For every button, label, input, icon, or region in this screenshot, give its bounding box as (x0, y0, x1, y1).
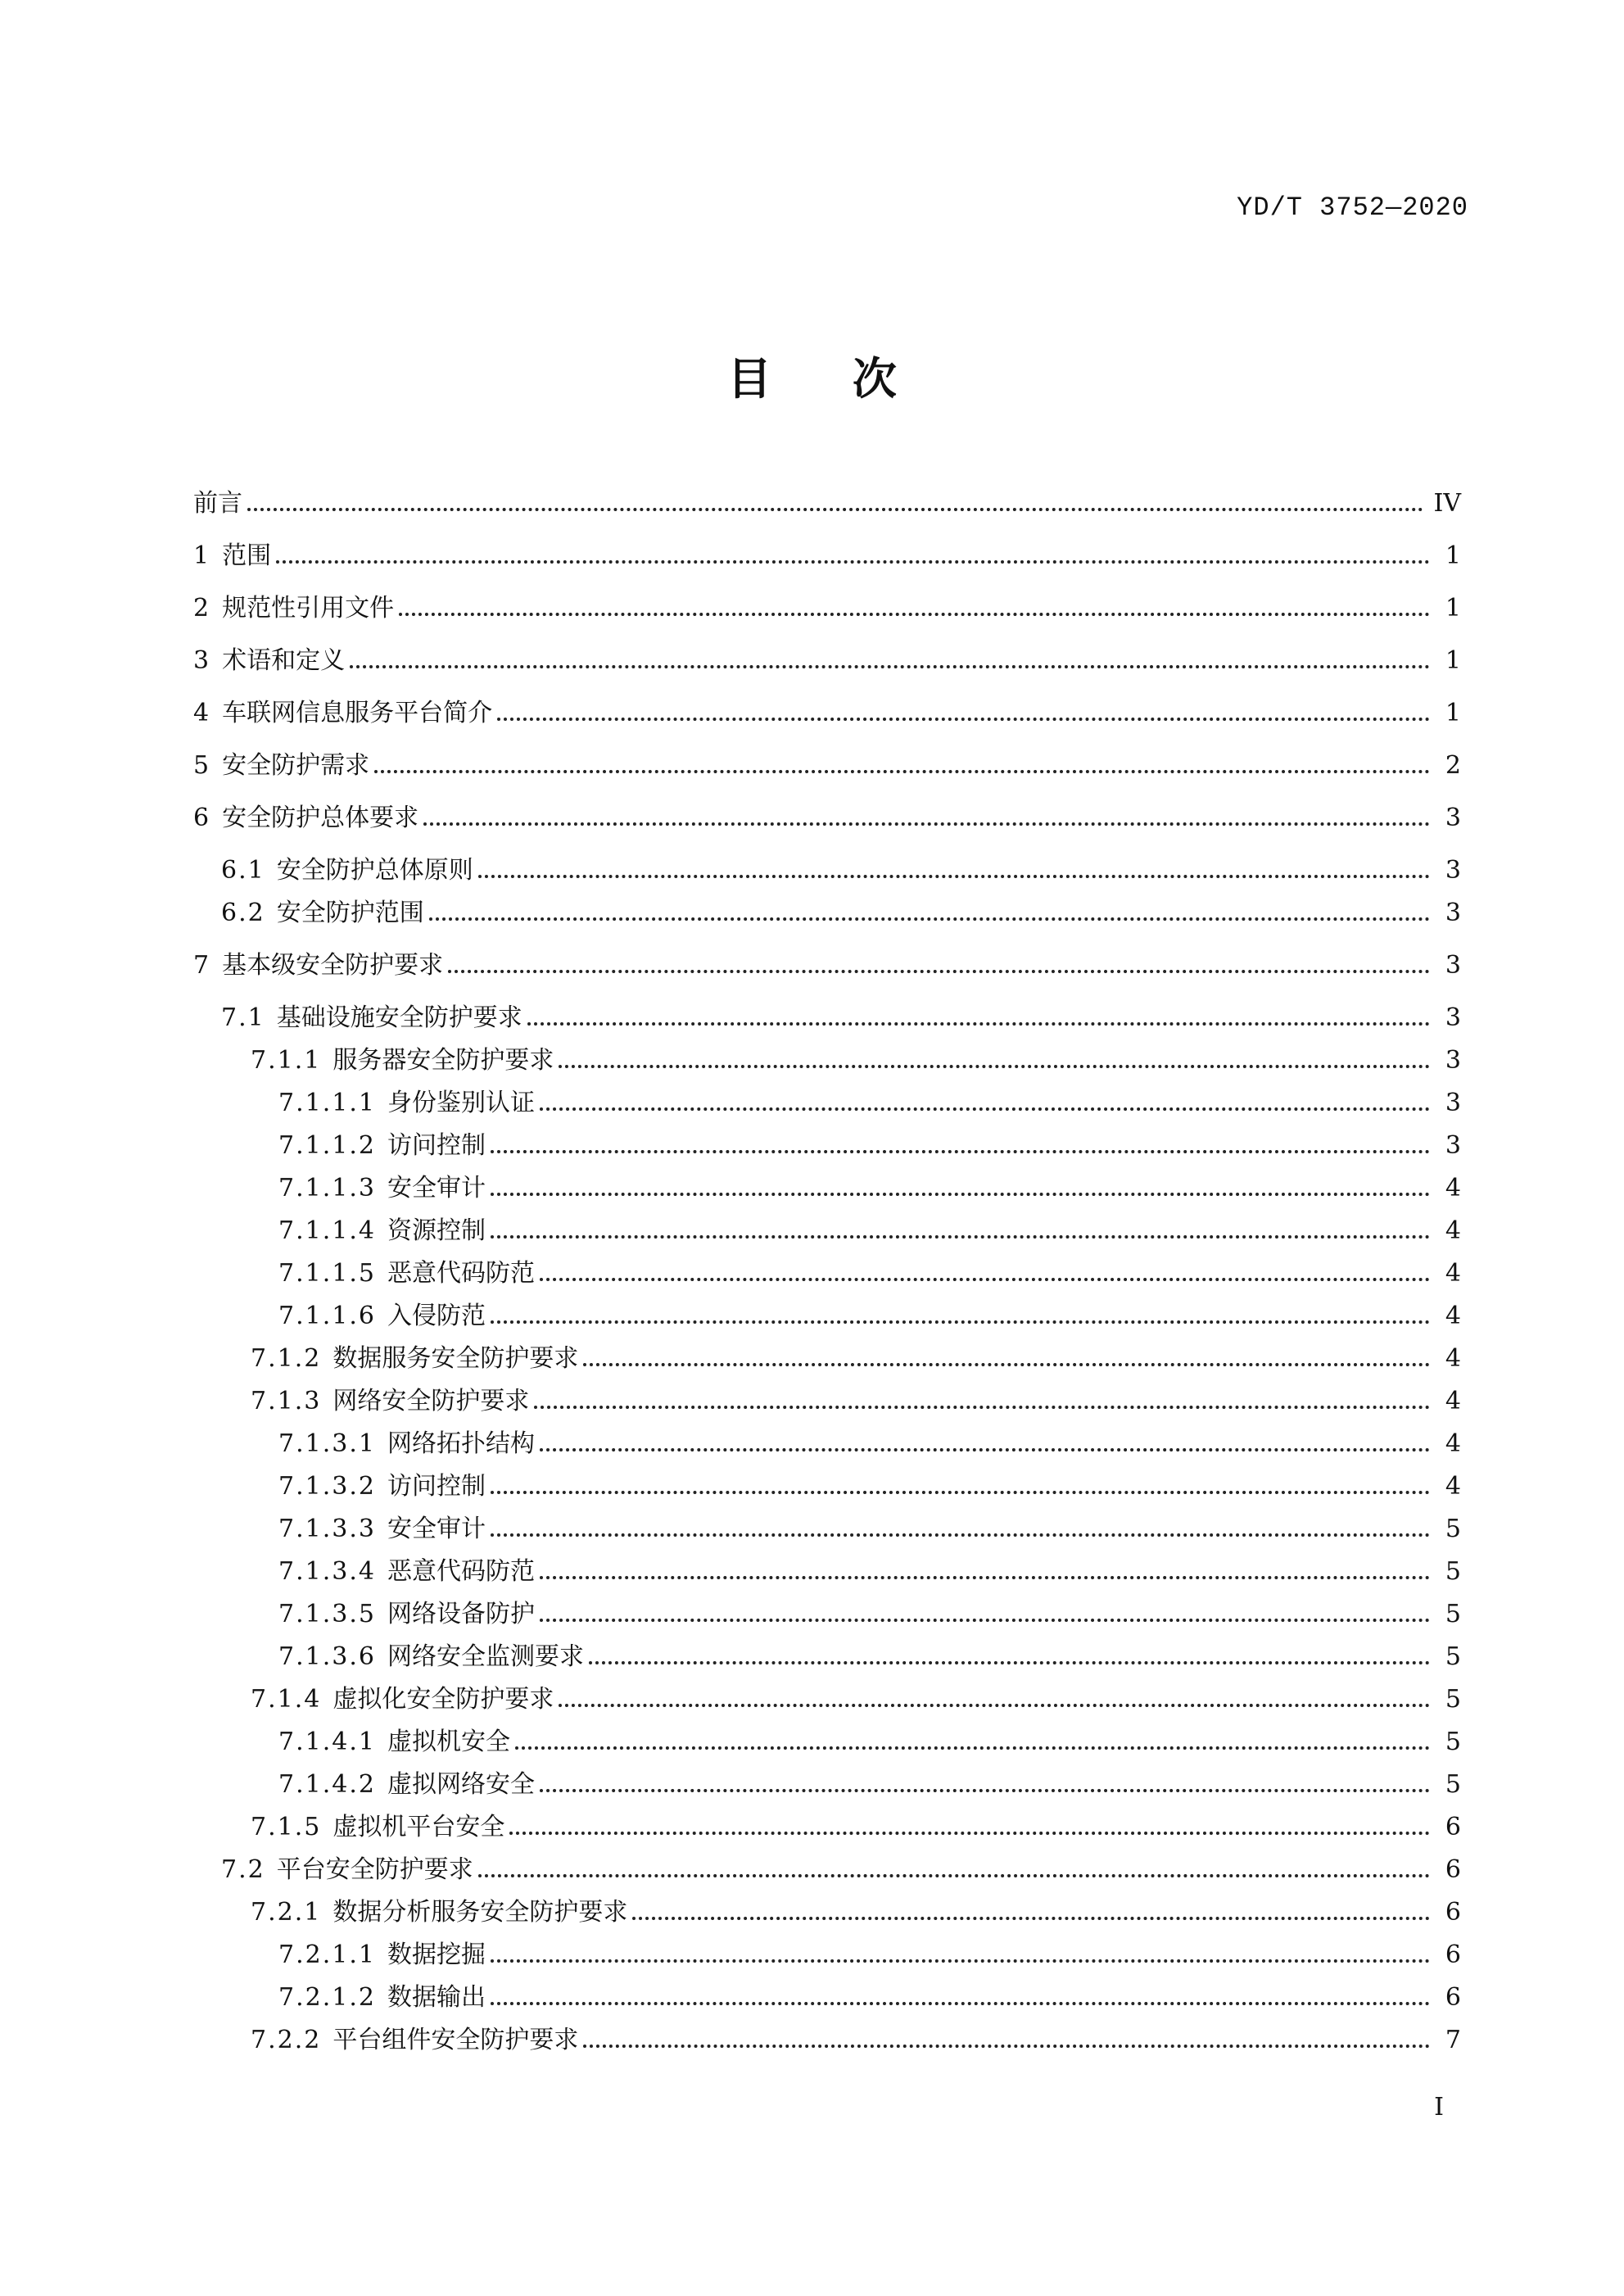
toc-entry-page: 5 (1445, 1557, 1461, 1586)
toc-dot-leader (583, 2045, 1430, 2048)
toc-entry-label (193, 487, 247, 520)
toc-entry-text: 网络拓扑结构 (387, 1429, 535, 1458)
toc-entry-page: 4 (1445, 1302, 1461, 1330)
toc-entry-number: 7.1.3.6 (278, 1642, 376, 1671)
toc-dot-leader (491, 2002, 1430, 2005)
toc-entry[interactable] (193, 889, 1461, 930)
toc-entry-label (221, 1002, 527, 1035)
toc-entry-number: 7.1.2 (251, 1344, 322, 1373)
toc-dot-leader (583, 1363, 1430, 1366)
page-number: I (1434, 2093, 1444, 2122)
toc-entry-text: 网络设备防护 (387, 1600, 535, 1628)
toc-entry-text: 安全审计 (387, 1174, 486, 1202)
toc-entry-text: 虚拟化安全防护要求 (332, 1685, 554, 1714)
toc-entry[interactable] (193, 1121, 1461, 1162)
toc-entry-page: 1 (1445, 541, 1461, 570)
toc-entry-page: 3 (1445, 1089, 1461, 1117)
toc-entry-label (193, 697, 497, 730)
toc-entry-text: 规范性引用文件 (222, 594, 395, 623)
toc-entry[interactable] (193, 1888, 1461, 1929)
toc-entry[interactable] (193, 1505, 1461, 1546)
toc-entry-number: 4 (193, 699, 211, 727)
toc-entry-text: 网络安全监测要求 (387, 1642, 584, 1671)
toc-entry-number: 7.1.4 (251, 1685, 322, 1714)
toc-entry-number: 7.1.3.4 (278, 1557, 376, 1586)
toc-entry-number: 7.1.3 (251, 1387, 322, 1415)
toc-entry-text: 安全防护需求 (222, 751, 370, 780)
toc-entry-page: 4 (1445, 1259, 1461, 1288)
toc-entry-text: 平台组件安全防护要求 (332, 2026, 579, 2054)
toc-entry-page: 4 (1445, 1216, 1461, 1245)
toc-entry[interactable] (193, 941, 1461, 982)
toc-entry[interactable] (193, 2016, 1461, 2057)
toc-entry[interactable] (193, 1760, 1461, 1801)
toc-dot-leader (491, 1533, 1430, 1537)
toc-entry-number: 7.2.2 (251, 2026, 322, 2054)
toc-entry-page: 3 (1445, 1131, 1461, 1160)
toc-entry-text: 前言 (193, 489, 242, 518)
toc-entry-label (278, 1130, 491, 1162)
toc-dot-leader (509, 1832, 1430, 1835)
toc-entry-page: 7 (1445, 2026, 1461, 2054)
toc-entry-text: 资源控制 (387, 1216, 486, 1245)
toc-entry-number: 1 (193, 541, 211, 570)
toc-entry[interactable] (193, 1377, 1461, 1418)
toc-entry-text: 访问控制 (387, 1131, 486, 1160)
toc-entry-page: 4 (1445, 1472, 1461, 1501)
toc-entry-number: 7.1.1 (251, 1046, 322, 1075)
toc-entry-page: 5 (1445, 1685, 1461, 1714)
toc-entry-number: 2 (193, 594, 211, 623)
toc-entry-text: 术语和定义 (222, 646, 346, 675)
toc-entry[interactable] (193, 741, 1461, 782)
toc-entry[interactable] (193, 1973, 1461, 2014)
toc-entry-label (251, 2024, 583, 2057)
toc-entry-text: 恶意代码防范 (387, 1259, 535, 1288)
toc-dot-leader (540, 1576, 1430, 1579)
toc-entry-text: 安全防护总体要求 (222, 804, 419, 832)
toc-entry-text: 基础设施安全防护要求 (276, 1003, 522, 1032)
toc-entry-label (221, 854, 478, 887)
toc-dot-leader (429, 917, 1430, 921)
toc-entry-label (278, 1428, 540, 1460)
toc-entry[interactable] (193, 1207, 1461, 1248)
toc-entry-page: 4 (1445, 1429, 1461, 1458)
toc-entry-number: 7.2.1.1 (278, 1941, 376, 1969)
toc-entry[interactable] (193, 636, 1461, 677)
page-title: 目 次 (727, 353, 930, 405)
toc-entry-text: 入侵防范 (387, 1302, 486, 1330)
toc-entry-label (278, 1556, 540, 1588)
standard-code: YD/T 3752—2020 (1237, 192, 1468, 223)
toc-entry-label (221, 1854, 478, 1886)
toc-entry-number: 7.1.3.3 (278, 1515, 376, 1543)
toc-entry-page: 6 (1445, 1983, 1461, 2012)
toc-entry-label (278, 1513, 491, 1546)
toc-entry-number: 7.2 (221, 1855, 265, 1884)
toc-entry-page: 5 (1445, 1770, 1461, 1799)
toc-entry-number: 7 (193, 951, 211, 980)
toc-dot-leader (491, 1235, 1430, 1239)
toc-entry[interactable] (193, 1164, 1461, 1205)
toc-entry-text: 网络安全防护要求 (332, 1387, 530, 1415)
toc-entry-text: 数据输出 (387, 1983, 486, 2012)
toc-entry-label (251, 1896, 632, 1929)
toc-entry-label (193, 540, 276, 573)
toc-entry-label (251, 1385, 534, 1418)
toc-dot-leader (515, 1746, 1430, 1750)
toc-dot-leader (540, 1278, 1430, 1281)
toc-dot-leader (491, 1320, 1430, 1324)
toc-entry-page: 4 (1445, 1387, 1461, 1415)
toc-dot-leader (540, 1448, 1430, 1451)
toc-entry-number: 7.1.5 (251, 1813, 322, 1841)
toc-entry-text: 数据服务安全防护要求 (332, 1344, 579, 1373)
toc-entry-label (278, 1300, 491, 1333)
toc-entry-number: 6.1 (221, 856, 265, 885)
toc-entry-number: 7.1.1.5 (278, 1259, 376, 1288)
toc-entry-label (251, 1343, 583, 1375)
toc-entry-text: 服务器安全防护要求 (332, 1046, 554, 1075)
toc-entry[interactable] (193, 846, 1461, 887)
toc-entry-page: 3 (1445, 1046, 1461, 1075)
toc-entry[interactable] (193, 1334, 1461, 1375)
toc-entry-page: 3 (1445, 899, 1461, 927)
toc-entry-page: 5 (1445, 1642, 1461, 1671)
toc-entry-number: 5 (193, 751, 211, 780)
toc-entry[interactable] (193, 479, 1461, 520)
toc-dot-leader (540, 1107, 1430, 1111)
toc-dot-leader (399, 613, 1430, 616)
toc-dot-leader (350, 665, 1430, 668)
toc-entry-label (193, 592, 399, 625)
toc-entry-text: 访问控制 (387, 1472, 486, 1501)
toc-entry[interactable] (193, 689, 1461, 730)
toc-entry-page: 5 (1445, 1600, 1461, 1628)
toc-dot-leader (423, 822, 1430, 826)
toc-entry-number: 7.2.1.2 (278, 1983, 376, 2012)
toc-entry-label (278, 1598, 540, 1631)
toc-entry-text: 平台安全防护要求 (276, 1855, 473, 1884)
toc-entry[interactable] (193, 1845, 1461, 1886)
toc-entry[interactable] (193, 1675, 1461, 1716)
toc-entry[interactable] (193, 1079, 1461, 1120)
toc-entry-page: 1 (1445, 699, 1461, 727)
toc-entry-label (193, 645, 350, 677)
toc-dot-leader (491, 1150, 1430, 1153)
toc-entry-page: 3 (1445, 1003, 1461, 1032)
toc-entry[interactable] (193, 1462, 1461, 1503)
toc-entry-label (278, 1172, 491, 1205)
toc-entry-text: 范围 (222, 541, 272, 570)
toc-entry[interactable] (193, 994, 1461, 1035)
toc-entry-number: 7.1.1.2 (278, 1131, 376, 1160)
toc-entry[interactable] (193, 1249, 1461, 1290)
toc-dot-leader (632, 1917, 1430, 1920)
toc-entry-text: 安全审计 (387, 1515, 486, 1543)
toc-entry[interactable] (193, 1420, 1461, 1460)
toc-entry-page: 3 (1445, 804, 1461, 832)
toc-dot-leader (527, 1022, 1430, 1026)
toc-entry-number: 7.1.1.4 (278, 1216, 376, 1245)
toc-entry-label (278, 1768, 540, 1801)
toc-entry-text: 身份鉴别认证 (387, 1089, 535, 1117)
toc-entry-page: 6 (1445, 1898, 1461, 1927)
toc-entry-number: 6 (193, 804, 211, 832)
toc-entry-page: 5 (1445, 1515, 1461, 1543)
toc-entry-label (278, 1215, 491, 1248)
toc-dot-leader (534, 1406, 1430, 1409)
toc-entry-label (221, 897, 429, 930)
toc-entry-text: 安全防护总体原则 (276, 856, 473, 885)
toc-entry-text: 基本级安全防护要求 (222, 951, 444, 980)
toc-entry-number: 7.2.1 (251, 1898, 322, 1927)
toc-entry-label (193, 802, 423, 835)
toc-entry-label (278, 1939, 491, 1972)
toc-entry-page: 6 (1445, 1813, 1461, 1841)
toc-entry-text: 车联网信息服务平台简介 (222, 699, 493, 727)
toc-entry-number: 7.1.3.2 (278, 1472, 376, 1501)
toc-entry[interactable] (193, 1590, 1461, 1631)
toc-entry-page: 2 (1445, 751, 1461, 780)
toc-entry-text: 虚拟机安全 (387, 1728, 510, 1756)
toc-dot-leader (559, 1065, 1430, 1068)
toc-entry-label (251, 1811, 509, 1844)
toc-entry-text: 安全防护范围 (276, 899, 424, 927)
toc-entry-page: 6 (1445, 1941, 1461, 1969)
toc-entry[interactable] (193, 1292, 1461, 1333)
toc-entry-number: 6.2 (221, 899, 265, 927)
toc-entry-label (278, 1641, 589, 1673)
toc-dot-leader (540, 1789, 1430, 1792)
toc-entry[interactable] (193, 1931, 1461, 1972)
toc-dot-leader (491, 1193, 1430, 1196)
toc-entry-number: 7.1.1.6 (278, 1302, 376, 1330)
toc-entry-number: 3 (193, 646, 211, 675)
toc-entry-number: 7.1.1.3 (278, 1174, 376, 1202)
toc-entry-number: 7.1.1.1 (278, 1089, 376, 1117)
toc-dot-leader (247, 508, 1423, 511)
toc-entry-page: 5 (1445, 1728, 1461, 1756)
toc-entry-number: 7.1.3.1 (278, 1429, 376, 1458)
toc-dot-leader (497, 718, 1430, 721)
toc-entry-page: 6 (1445, 1855, 1461, 1884)
toc-entry-page: 4 (1445, 1174, 1461, 1202)
toc-dot-leader (478, 1874, 1430, 1877)
toc-entry[interactable] (193, 532, 1461, 573)
toc-entry-page: 4 (1445, 1344, 1461, 1373)
toc-entry-text: 数据分析服务安全防护要求 (332, 1898, 628, 1927)
toc-entry-label (278, 1257, 540, 1290)
toc-entry[interactable] (193, 584, 1461, 625)
toc-entry-page: 1 (1445, 594, 1461, 623)
toc-dot-leader (478, 875, 1430, 878)
toc-entry-label (193, 749, 374, 782)
toc-entry-text: 虚拟网络安全 (387, 1770, 535, 1799)
toc-dot-leader (559, 1704, 1430, 1707)
toc-entry[interactable] (193, 1547, 1461, 1588)
toc-entry-number: 7.1.4.2 (278, 1770, 376, 1799)
toc-dot-leader (540, 1619, 1430, 1622)
toc-entry-label (278, 1087, 540, 1120)
toc-entry-label (251, 1683, 559, 1716)
toc-entry-label (193, 949, 448, 982)
toc-entry-text: 数据挖掘 (387, 1941, 486, 1969)
toc-entry-label (278, 1726, 515, 1759)
toc-entry-page: 3 (1445, 951, 1461, 980)
toc-entry[interactable] (193, 1718, 1461, 1759)
toc-entry-text: 虚拟机平台安全 (332, 1813, 505, 1841)
toc-dot-leader (276, 560, 1430, 564)
toc-entry-label (278, 1470, 491, 1503)
toc-dot-leader (491, 1959, 1430, 1963)
toc-dot-leader (491, 1491, 1430, 1494)
toc-entry-label (251, 1044, 559, 1077)
toc-entry-number: 7.1.4.1 (278, 1728, 376, 1756)
toc-entry-text: 恶意代码防范 (387, 1557, 535, 1586)
toc-entry-number: 7.1.3.5 (278, 1600, 376, 1628)
toc-entry[interactable] (193, 1803, 1461, 1844)
toc-entry[interactable] (193, 794, 1461, 835)
toc-entry[interactable] (193, 1036, 1461, 1077)
toc-entry-page: 3 (1445, 856, 1461, 885)
toc-entry-page: 1 (1445, 646, 1461, 675)
toc-entry-page: IV (1433, 489, 1461, 518)
toc-entry-number: 7.1 (221, 1003, 265, 1032)
toc-dot-leader (374, 770, 1430, 773)
toc-entry[interactable] (193, 1633, 1461, 1673)
toc-dot-leader (448, 970, 1430, 973)
toc-dot-leader (589, 1661, 1430, 1664)
toc-entry-label (278, 1981, 491, 2014)
